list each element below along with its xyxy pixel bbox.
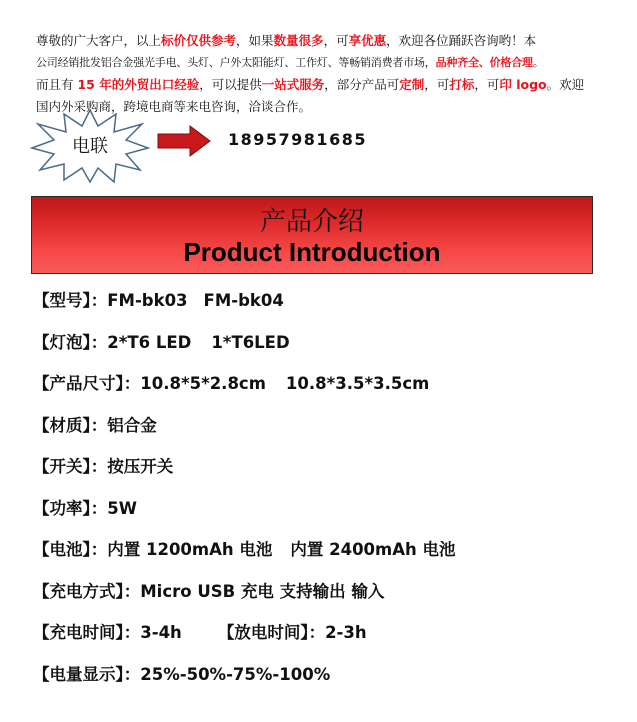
spec-value: 5W [107,498,137,518]
highlight-text: 品种齐全、价格合理 [435,56,533,69]
spec-list [33,287,613,702]
spec-bulb [33,329,613,371]
highlight-text: 印 logo [499,77,547,92]
spec-label: 【电池】： [33,540,108,559]
spec-label: 【灯泡】： [33,332,108,352]
intro-paragraph [36,30,604,118]
spec-value: 10.8*5*2.8cm [140,374,266,393]
intro-text: 公司经销批发铝合金强光手电、头灯、户外太阳能灯、工作灯、等畅销消费者市场， [36,56,436,69]
spec-label: 【型号】： [33,291,108,310]
intro-text: 。欢迎 [546,77,585,92]
spec-label: 【充电方式】： [33,581,141,601]
spec-value: FM-bk03 [107,291,188,310]
spec-label: 【充电时间】： [33,623,141,642]
banner-title-cn: 产品介绍 [259,207,364,237]
spec-value-2: 2-3h [325,623,367,642]
spec-value-2: 内置 2400mAh 电池 [290,540,456,559]
spec-model [33,287,613,329]
spec-label: 【开关】： [33,457,108,476]
spec-power [33,495,613,537]
spec-label: 【功率】： [33,498,108,518]
intro-text: 而且有 [36,77,78,92]
spec-battery [33,536,613,578]
highlight-text: 打标 [449,77,475,92]
intro-text: ，可以提供 [199,77,262,92]
intro-text: ，可 [424,77,450,92]
spec-label: 【材质】： [33,415,108,435]
spec-charging-method [33,578,613,620]
spec-value: Micro USB 充电 支持输出 输入 [140,581,385,601]
spec-value: 25%-50%-75%-100% [140,664,331,684]
spec-charge-time [33,619,613,661]
highlight-text: 定制 [399,77,425,92]
spec-switch [33,453,613,495]
highlight-text: 数量很多 [273,33,324,48]
spec-size [33,370,613,412]
spec-value: 内置 1200mAh 电池 [107,540,273,559]
intro-text: 国内外采购商，跨境电商等来电咨询，洽谈合作。 [36,99,312,114]
contact-row [30,108,590,188]
spec-value-2: 1*T6LED [211,332,290,352]
intro-line-2 [36,52,604,74]
intro-text: ，部分产品可 [324,77,400,92]
highlight-text: 享优惠 [348,33,387,48]
intro-line-1 [36,30,604,52]
intro-text: 。 [532,56,544,69]
banner-title-en: Product Introduction [183,237,441,267]
spec-value-2: FM-bk04 [203,291,284,310]
spec-material [33,412,613,454]
spec-label: 【电量显示】： [33,664,141,684]
contact-label: 电联 [72,136,108,157]
arrow-right-icon [156,124,212,158]
spec-value-2: 10.8*3.5*3.5cm [285,374,430,393]
highlight-text: 15 年的外贸出口经验 [77,77,200,92]
spec-battery-indicator [33,661,613,703]
product-intro-banner [31,196,593,274]
spec-label-2: 【放电时间】： [217,623,326,642]
spec-label: 【产品尺寸】： [33,374,141,393]
spec-value: 3-4h [140,623,182,642]
intro-text: ，如果 [236,33,274,48]
intro-text: ，可 [474,77,500,92]
intro-text: ，可 [323,33,349,48]
spec-value: 铝合金 [107,415,157,435]
intro-line-3 [36,74,604,96]
spec-value: 2*T6 LED [107,332,192,352]
intro-text: 尊敬的广大客户，以上 [36,33,162,48]
highlight-text: 标价仅供参考 [161,33,237,48]
highlight-text: 一站式服务 [261,77,325,92]
intro-text: ，欢迎各位踊跃咨询哟！本 [386,33,537,48]
phone-number: 18957981685 [228,130,367,149]
spec-value: 按压开关 [107,457,174,476]
